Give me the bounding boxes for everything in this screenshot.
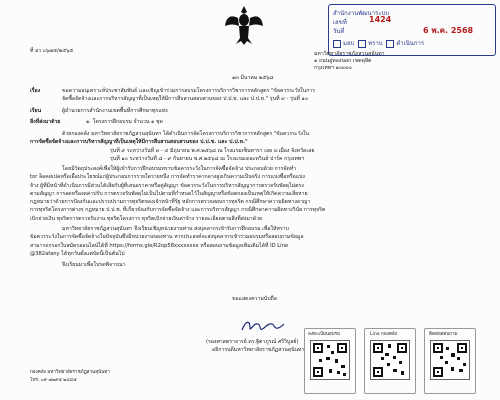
document-date: ๑๓ มีนาคม ๒๕๖๘ bbox=[232, 75, 274, 81]
stamp-box-label: มอบ bbox=[343, 40, 355, 47]
qr-code-icon[interactable] bbox=[310, 340, 350, 380]
stamp-box-label: ทราบ bbox=[368, 40, 383, 47]
body-line: กฎหมายว่าด้วยการป้องกันและปราบปรามการทุจริตของเจ้าหน้าที่รัฐ หลักการตรวจสอบการทุจริต กรณีศึกษาความผิดทางอาญา bbox=[30, 199, 311, 206]
signer-name: (รองศาสตราจารย์ ดร.ฐิตาภูรณ์ ศรีวิบูลย์) bbox=[206, 339, 299, 345]
stamp-date: 6 พ.ค. 2568 bbox=[423, 26, 474, 35]
body-line: ด้วยกองคลัง มหาวิทยาลัยราชภัฏสวนสุนันทา ได้ดำเนินการจัดโครงการบริการวิชาการหลักสูตร "ข้อควรระวังใน bbox=[62, 131, 310, 137]
garuda-emblem-icon bbox=[224, 4, 264, 46]
stamp-line1: สำนักงานพัฒนาระบบ bbox=[333, 10, 390, 17]
org-line1: มหาวิทยาลัยราชภัฏสวนสุนันทา bbox=[314, 51, 385, 57]
body-line: สามารถกรอกใบสมัครออนไลน์ได้ที่ https://forms.gle/R2op58xxxxxxxx หรือสอบถามข้อมูลเพิ่มเติมได้ที่ ID Line bbox=[30, 242, 289, 249]
body-line: จ้าง ผู้ที่มีหน้าที่ดำเนินการมีส่วนได้เสียกับผู้ที่เสนอราคาหรือคู่สัญญา ข้อควรระวังในการบริหารสัญญาการตรวจรับพัสดุไม่ตรง bbox=[30, 182, 304, 189]
qr-pattern bbox=[311, 341, 349, 379]
body-line: รุ่นที่ ๙ ระหว่างวันที่ ๓ - ๔ มิถุนายน พ.ศ.๒๕๖๘ ณ โรงแรมเซ็นทารา เลย อ.เมือง จังหวัดเลย bbox=[110, 147, 315, 154]
receiving-stamp bbox=[328, 4, 496, 56]
qr-code-icon[interactable] bbox=[370, 340, 410, 380]
qr-label: ลงทะเบียนอบรม bbox=[308, 332, 341, 337]
body-paragraph-2 bbox=[30, 165, 482, 223]
body-line: ตามสัญญา การลดหรืองดค่าปรับ การตรวจรับพัสดุไม่เป็นไปตามที่กำหนดไว้ในสัญญาหรือข้อตกลงเป็นเหตุให้เกิดความเสียหาย bbox=[30, 190, 308, 197]
subject-label: เรื่อง bbox=[30, 88, 41, 94]
body-line: การจัดซื้อจัดจ้างและการบริหารสัญญาที่เป็นเหตุให้มีการสืบสวนสอบสวนของ ป.ป.ช. และ ป.ป.ท." bbox=[30, 139, 248, 146]
stamp-boxes bbox=[333, 38, 424, 48]
org-line3: กรุงเทพฯ ๑๐๓๐๐ bbox=[314, 65, 352, 71]
qr-label: ติดต่อสอบถาม bbox=[429, 332, 458, 337]
body-line: โดยมีวัตถุประสงค์เพื่อให้ผู้เข้ารับการฝึกอบรมทราบข้อควรระวังในการจัดซื้อจัดจ้าง ประกอบด้วย การจัดทำ bbox=[62, 166, 297, 172]
checkbox-icon bbox=[358, 40, 366, 48]
checkbox-icon bbox=[333, 40, 341, 48]
body-paragraph-1 bbox=[30, 130, 482, 163]
checkbox-icon bbox=[386, 40, 394, 48]
subject-text-1: ขอความอนุเคราะห์ประชาสัมพันธ์ และเชิญเข้าร่วมการอบรมโครงการบริการวิชาการหลักสูตร "ข้อควรระวังในการ bbox=[62, 88, 316, 94]
stamp-number: 1424 bbox=[369, 15, 392, 24]
to-label: เรียน bbox=[30, 108, 42, 114]
qr-pattern bbox=[371, 341, 409, 379]
qr-code-icon[interactable] bbox=[430, 340, 470, 380]
qr-pattern bbox=[431, 341, 469, 379]
body-line: @382afany ได้ทุกวันตั้งแต่บัดนี้เป็นต้นไป bbox=[30, 250, 125, 257]
stamp-line2: เลขที่ bbox=[333, 19, 347, 26]
signature-image bbox=[238, 316, 288, 336]
stamp-line3: วันที่ bbox=[333, 28, 345, 35]
stamp-box-label: ดำเนินการ bbox=[396, 40, 425, 47]
signer-position: อธิการบดีมหาวิทยาลัยราชภัฏสวนสุนันทา bbox=[212, 347, 305, 353]
body-line: tor ล็อคสเปคหรือเอื้อประโยชน์แก่ผู้ประกอบการรายใดรายหนึ่ง การจัดทำราคากลางสูงเกินความเป็นจริง การแบ่งซื้อหรือแบ่ง bbox=[30, 174, 305, 181]
subject-text-2: จัดซื้อจัดจ้างและการบริหารสัญญาที่เป็นเหตุให้มีการสืบสวนสอบสวนของ ป.ป.ช. และ ป.ป.ท." รุ่นที่ ๙ - รุ่นที่ ๑๐ bbox=[62, 96, 309, 102]
body-line: มหาวิทยาลัยราชภัฏสวนสุนันทา จึงเรียนเชิญหน่วยงานท่าน ส่งบุคลากรเข้ารับการฝึกอบรม เพื่อให้ทราบ bbox=[62, 226, 289, 232]
body-paragraph-3 bbox=[30, 225, 482, 258]
org-line2: ๑ ถนนอู่ทองนอก เขตดุสิต bbox=[314, 58, 372, 64]
doc-number: ที่ อว ๐๖๗๕/๒๕๖๕ bbox=[30, 48, 74, 54]
body-line: เบิกจ่ายเงิน ทุจริตการตรวจรับงาน ทุจริตโครงการ ทุจริตเบิกจ่ายเงินค่าจ้าง รายละเอียดตามสิ่งที่ส่งมาด้วย bbox=[30, 215, 263, 222]
body-line: ข้อควรระวังในการจัดซื้อจัดจ้างในปัจจุบันซึ่งมีหน่วยงานของท่าน หากประสงค์จะส่งบุคลากรเข้าร่วมอบรมหรือสอบถามข้อมูล bbox=[30, 234, 304, 241]
closing-request: จึงเรียนมาเพื่อโปรดพิจารณา bbox=[62, 262, 126, 268]
attachment-label: สิ่งที่ส่งมาด้วย bbox=[30, 119, 61, 125]
attachment-text: ๑. โครงการฝึกอบรม จำนวน ๑ ชุด bbox=[86, 119, 163, 125]
regards-text: ขอแสดงความนับถือ bbox=[232, 296, 277, 302]
to-text: ผู้อำนวยการสำนักงานเขตพื้นที่การศึกษาทุกแห่ง bbox=[62, 108, 168, 114]
footer-department: กองคลัง มหาวิทยาลัยราชภัฏสวนสุนันทา bbox=[30, 370, 110, 375]
footer-phone: โทร. ๐๙ ๗๒๙๕ ๒๔๔๕ bbox=[30, 378, 77, 383]
qr-label: Line กองคลัง bbox=[370, 332, 397, 337]
body-line: การทุจริตโครงการต่างๆ กฎหมาย ป.ป.ช. ที่เกี่ยวข้องกับการจัดซื้อจัดจ้าง และการบริหารสัญญา กรณีศึกษาความผิดทางวินัย การทุจริต bbox=[30, 207, 326, 214]
body-line: รุ่นที่ ๑๐ ระหว่างวันที่ ๘ - ๙ กันยายน พ.ศ.๒๕๖๘ ณ โรงแรมเดอะทวินส์ ปาร์ค กรุงเทพฯ bbox=[110, 155, 305, 162]
